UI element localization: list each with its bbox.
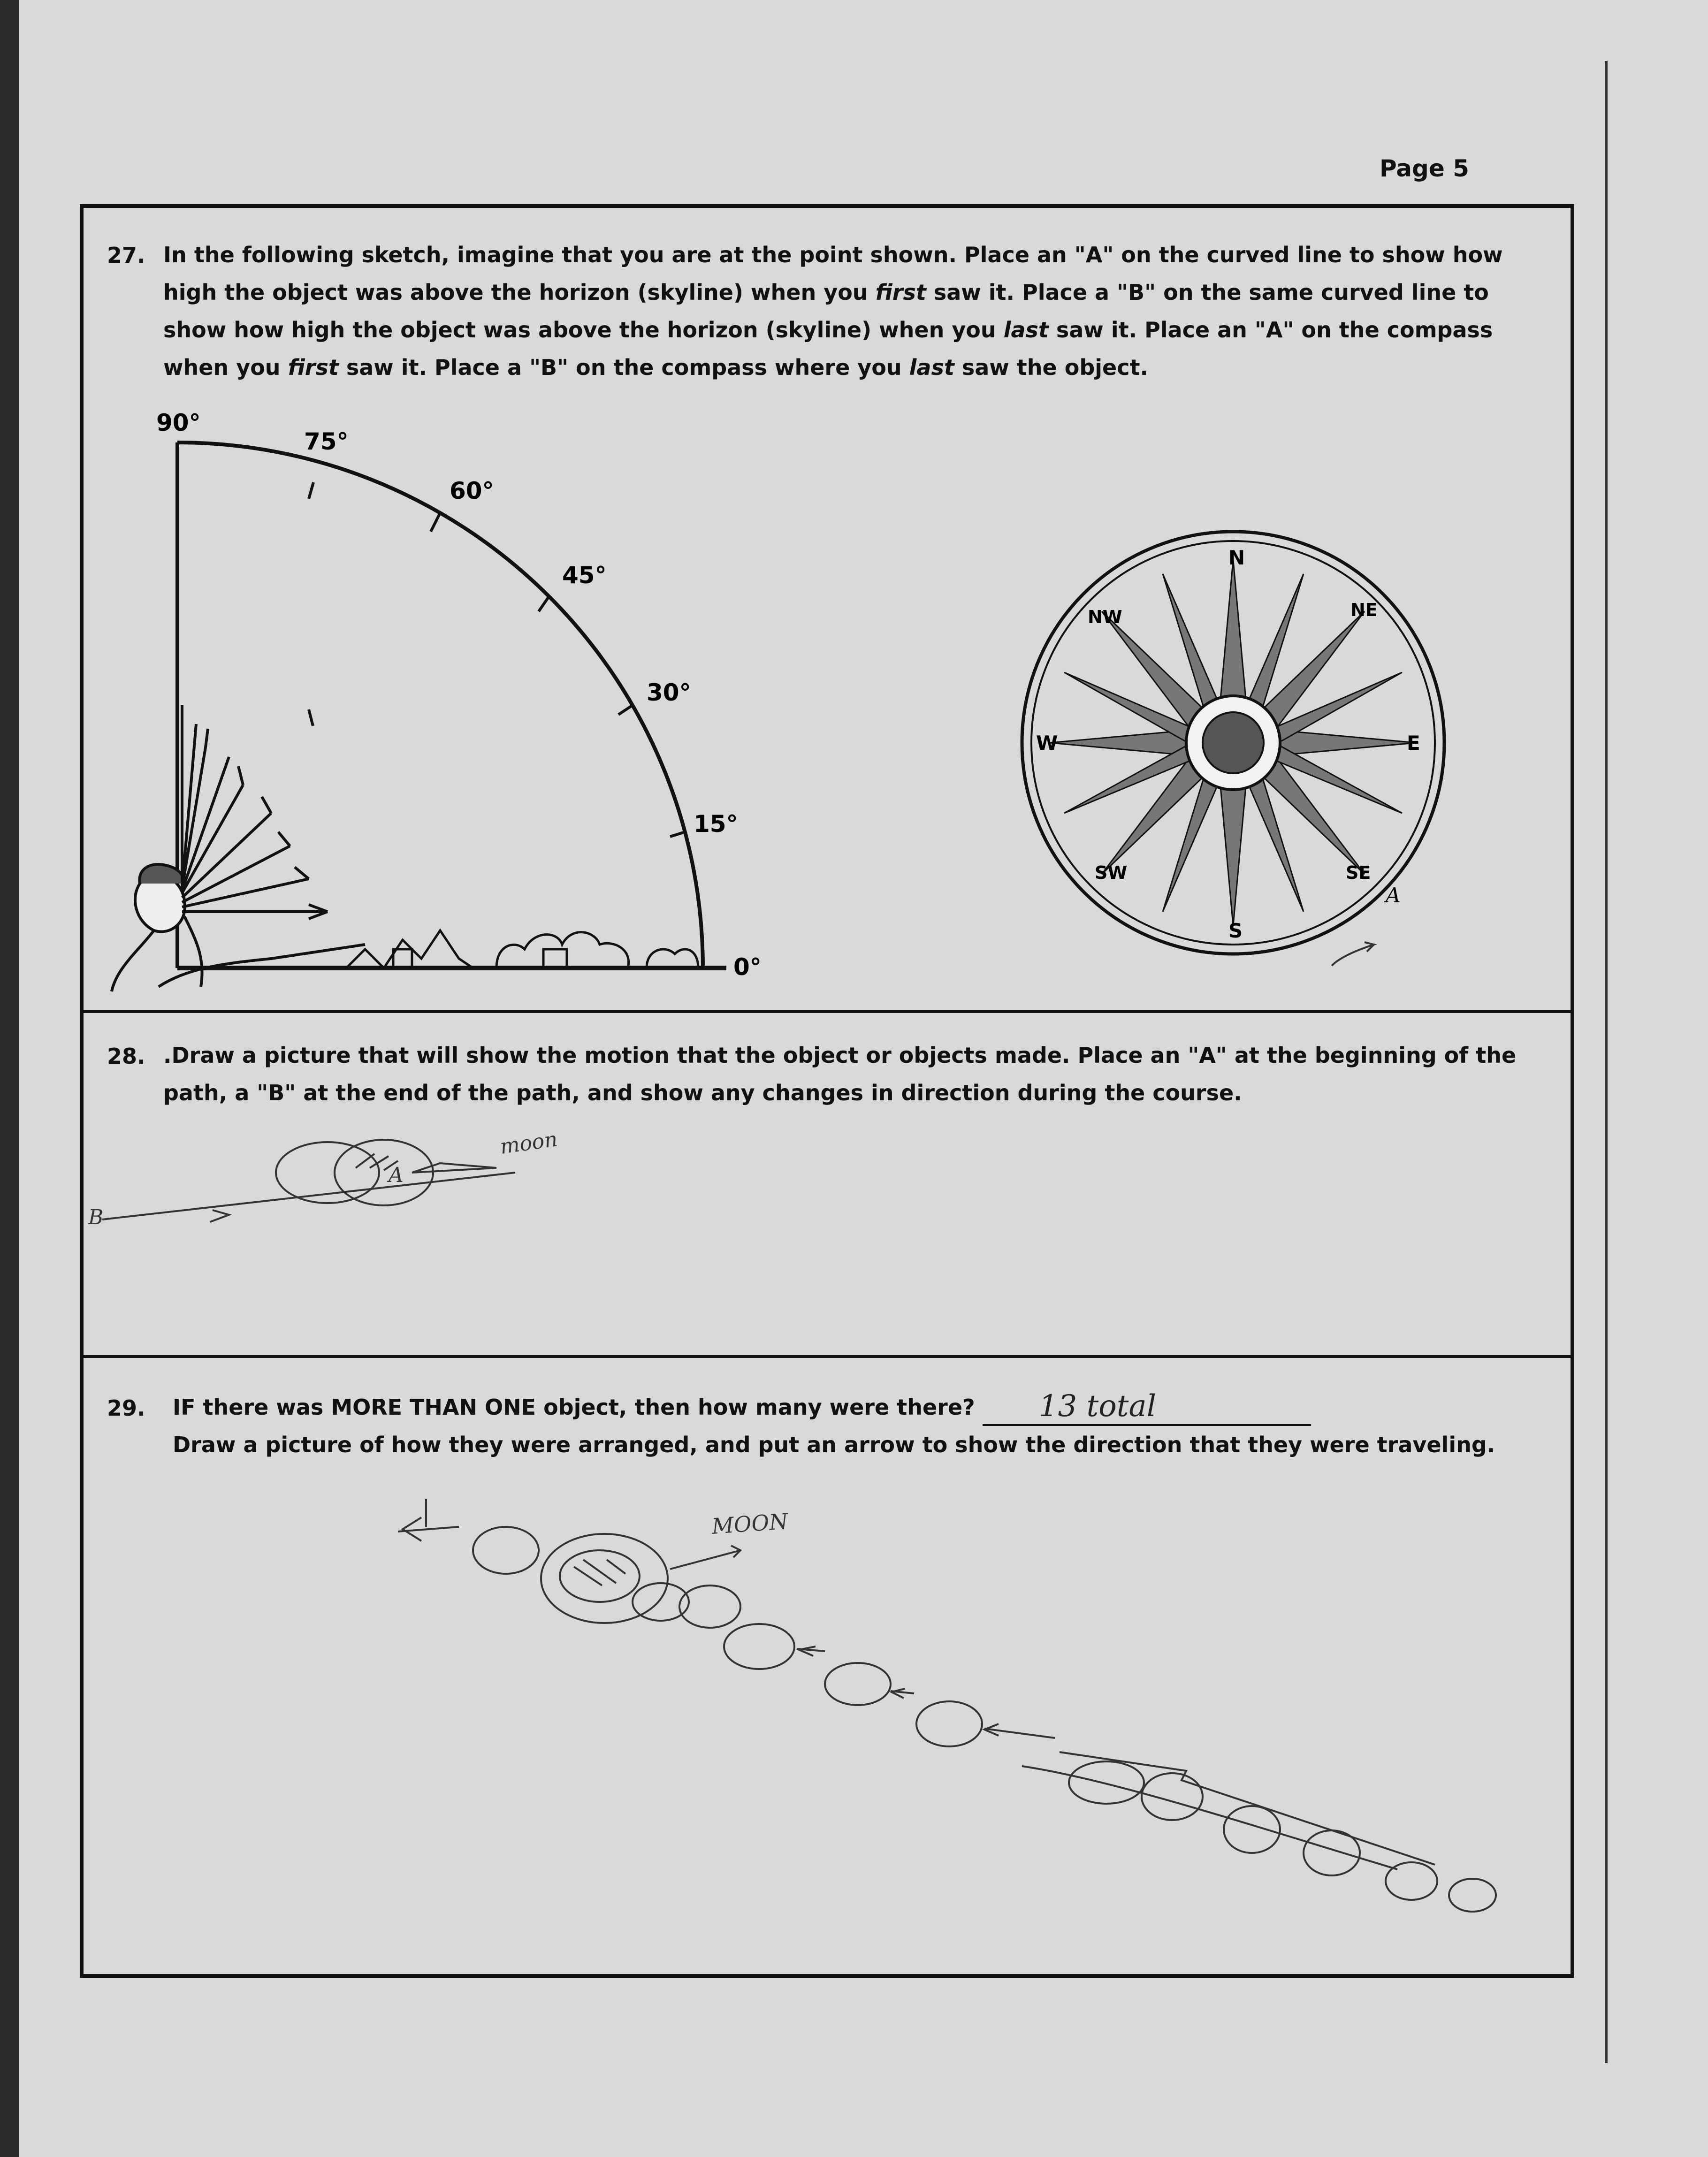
compass-label-s: S	[1228, 919, 1243, 942]
page-number: Page 5	[1380, 155, 1469, 182]
tick-30-mark	[618, 705, 633, 715]
handwritten-moon-label-29: MOON	[711, 1508, 789, 1539]
question-29-section	[84, 1355, 1571, 1974]
question-27-section	[84, 208, 1571, 1010]
compass-label-e: E	[1407, 732, 1420, 755]
handwritten-b-label: B	[88, 1205, 104, 1229]
handwritten-a-label: A	[389, 1163, 404, 1187]
tick-75-mark	[309, 482, 313, 499]
question-29-number: 29.	[107, 1395, 145, 1421]
question-29-line1: IF there was MORE THAN ONE object, then how many were there? 13 total	[173, 1388, 1533, 1426]
scan-margin-line	[1605, 61, 1608, 2063]
compass-label-nw: NW	[1088, 607, 1122, 627]
angle-label-45: 45°	[562, 562, 607, 589]
handwritten-compass-a: A	[1386, 884, 1401, 907]
angle-label-15: 15°	[694, 810, 738, 838]
observer-figure-illustration	[112, 705, 365, 991]
question-28-text: .Draw a picture that will show the motion that the object or objects made. Place an "A" at the beginning of the path, a "B" at the end of the path, and show any changes in direction during the course.	[163, 1043, 1517, 1105]
compass-label-se: SE	[1346, 862, 1371, 883]
handwritten-moon-label: moon	[498, 1127, 559, 1159]
scan-edge	[0, 0, 19, 2157]
tick-15-mark	[670, 832, 685, 837]
compass-label-n: N	[1228, 546, 1245, 569]
questionnaire-form	[80, 204, 1574, 1978]
formation-drawing	[84, 1358, 1578, 1982]
compass-label-ne: NE	[1350, 600, 1378, 620]
angle-label-30: 30°	[647, 679, 691, 706]
question-27-text: In the following sketch, imagine that you are at the point shown. Place an "A" on the curved line to show how high the object was above the horizon (skyline) when you first saw it. Place a "B" on the same curved line to show how high the object was above the horizon (skyline) when you last saw it. Place an "A" on the compass when you first saw it. Place a "B" on the compass where you last saw the object.	[163, 242, 1503, 380]
question-27-number: 27.	[107, 243, 145, 268]
handwritten-answer: 13 total	[1038, 1389, 1157, 1424]
handwritten-compass-arrow	[1332, 942, 1374, 966]
tick-60-mark	[431, 513, 440, 532]
motion-path-drawing	[84, 1013, 647, 1358]
compass-center	[1203, 712, 1264, 773]
compass-label-w: W	[1036, 732, 1058, 755]
compass-label-sw: SW	[1095, 862, 1128, 883]
angle-label-75: 75°	[304, 428, 349, 455]
question-29-line2: Draw a picture of how they were arranged, and put an arrow to show the direction that they were traveling.	[173, 1432, 1495, 1457]
angle-label-60: 60°	[450, 477, 494, 504]
tick-45-mark	[539, 596, 549, 611]
question-28-section	[84, 1010, 1571, 1355]
tick-75	[309, 709, 313, 726]
compass-diagram	[928, 499, 1538, 1015]
question-28-number: 28.	[107, 1044, 145, 1069]
elevation-angle-diagram	[84, 208, 834, 1010]
skyline-illustration	[346, 930, 698, 968]
angle-label-90: 90°	[156, 409, 201, 436]
angle-label-0: 0°	[733, 953, 762, 981]
